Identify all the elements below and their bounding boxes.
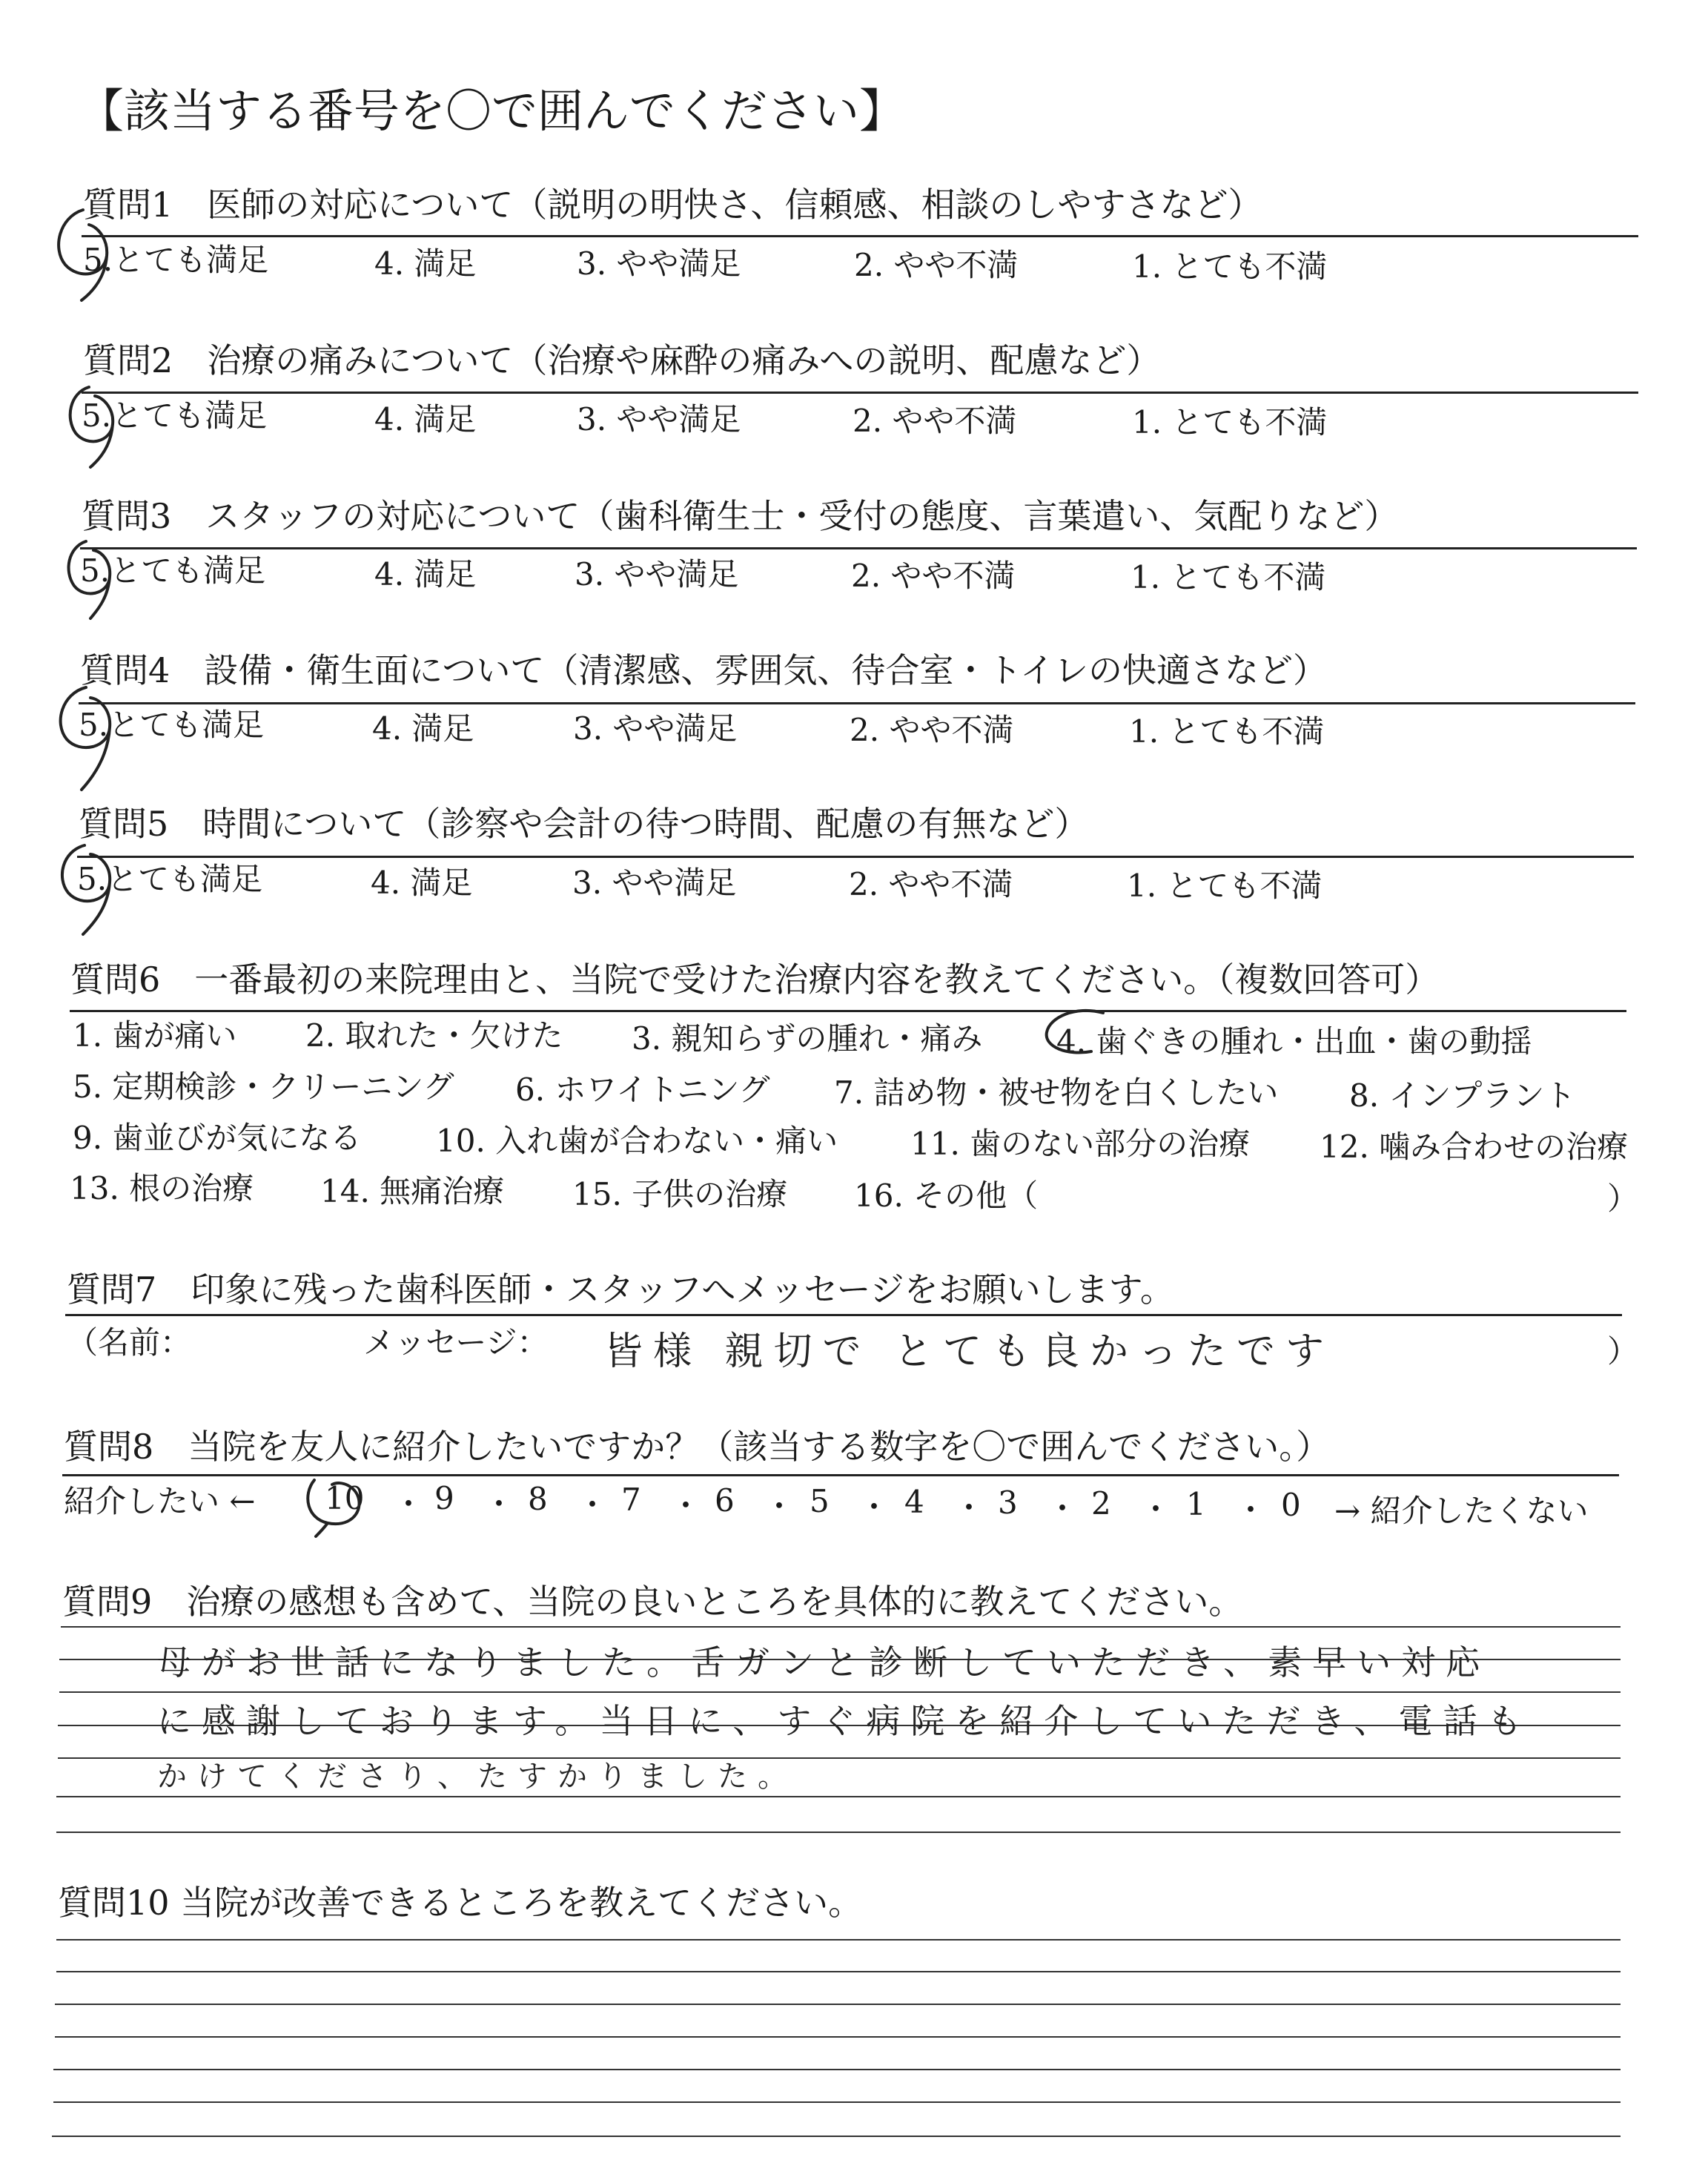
q5-option-5[interactable]: 5.とても満足: [77, 861, 263, 897]
q8-score-0[interactable]: 0: [1281, 1487, 1301, 1523]
q10-answer-line: [56, 1971, 1621, 1972]
form-title: 【該当する番号を〇で囲んでください】: [78, 84, 906, 138]
q9-handwritten-line-3[interactable]: かけてくださり、たすかりました。: [157, 1760, 798, 1794]
q7-message-label: メッセージ：: [363, 1324, 549, 1361]
q4-selection-circle: [44, 671, 141, 797]
q8-right-label: → 紹介したくない: [1334, 1493, 1589, 1529]
question-6-label: 質問6 一番最初の来院理由と、当院で受けた治療内容を教えてください。（複数回答可）: [70, 960, 1440, 1000]
q7-close-paren: ）: [1607, 1333, 1639, 1370]
q5-option-3[interactable]: 3. やや満足: [572, 865, 737, 901]
q6-option-3[interactable]: 3. 親知らずの腫れ・痛み: [632, 1020, 983, 1057]
question-7-rule: [65, 1314, 1622, 1316]
question-8-rule: [62, 1474, 1619, 1476]
q9-answer-line: [56, 1832, 1621, 1833]
question-9-label: 質問9 治療の感想も含めて、当院の良いところを具体的に教えてください。: [62, 1582, 1243, 1622]
q8-separator: ・: [670, 1487, 702, 1524]
q8-score-3[interactable]: 3: [998, 1484, 1018, 1521]
q8-separator: ・: [1140, 1491, 1172, 1527]
q6-other-close-paren: ）: [1607, 1180, 1639, 1217]
q8-score-5[interactable]: 5: [810, 1483, 830, 1519]
q10-answer-line: [55, 2036, 1621, 2038]
q2-option-3[interactable]: 3. やや満足: [577, 401, 741, 437]
q6-option-5[interactable]: 5. 定期検診・クリーニング: [73, 1069, 454, 1105]
q5-option-4[interactable]: 4. 満足: [371, 865, 473, 901]
q8-separator: ・: [393, 1486, 425, 1522]
q9-handwritten-line-2[interactable]: に感謝しております。当日に、すぐ病院を紹介していただき、電話も: [157, 1701, 1532, 1741]
q9-handwritten-line-1[interactable]: 母がお世話になりました。舌ガンと診断していただき、素早い対応: [157, 1642, 1491, 1682]
q8-separator: ・: [764, 1488, 795, 1525]
q5-selection-circle: [44, 829, 141, 948]
q4-option-2[interactable]: 2. やや不満: [850, 712, 1014, 748]
q1-option-1[interactable]: 1. とても不満: [1132, 248, 1328, 285]
question-8-label: 質問8 当院を友人に紹介したいですか？（該当する数字を〇で囲んでください。）: [64, 1427, 1331, 1467]
q8-score-8[interactable]: 8: [528, 1481, 548, 1517]
q1-option-2[interactable]: 2. やや不満: [854, 247, 1019, 283]
q6-option-9[interactable]: 9. 歯並びが気になる: [73, 1120, 362, 1156]
q2-option-2[interactable]: 2. やや不満: [853, 403, 1017, 439]
q3-option-5[interactable]: 5.とても満足: [80, 552, 266, 589]
q8-score-4[interactable]: 4: [904, 1484, 924, 1520]
q8-separator: ・: [577, 1487, 609, 1523]
question-2-rule: [82, 392, 1638, 394]
q5-option-2[interactable]: 2. やや不満: [849, 866, 1013, 902]
question-1-label: 質問1 医師の対応について（説明の明快さ、信頼感、相談のしやすさなど）: [83, 185, 1262, 225]
q8-score-7[interactable]: 7: [621, 1482, 641, 1518]
question-3-rule: [80, 547, 1637, 549]
q9-answer-line: [59, 1691, 1621, 1693]
question-2-label: 質問2 治療の痛みについて（治療や麻酔の痛みへの説明、配慮など）: [83, 340, 1161, 380]
q6-option-8[interactable]: 8. インプラント: [1349, 1077, 1576, 1114]
q6-option-2[interactable]: 2. 取れた・欠けた: [305, 1017, 563, 1054]
q2-option-5[interactable]: 5.とても満足: [82, 397, 268, 434]
q8-separator: ・: [483, 1486, 515, 1522]
q2-option-4[interactable]: 4. 満足: [374, 401, 477, 437]
question-3-label: 質問3 スタッフの対応について（歯科衛生士・受付の態度、言葉遣い、気配りなど）: [82, 496, 1399, 536]
q3-option-1[interactable]: 1. とても不満: [1131, 559, 1326, 595]
q4-option-5[interactable]: 5.とても満足: [79, 707, 265, 743]
q6-option-13[interactable]: 13. 根の治療: [70, 1170, 254, 1206]
q3-option-4[interactable]: 4. 満足: [374, 556, 477, 592]
q6-option-4-circle: [1038, 1003, 1127, 1062]
q6-option-16[interactable]: 16. その他（: [854, 1178, 1039, 1214]
q6-option-4[interactable]: 4. 歯ぐきの腫れ・出血・歯の動揺: [1056, 1023, 1532, 1060]
q8-separator: ・: [1047, 1490, 1079, 1527]
question-4-rule: [79, 702, 1635, 704]
q3-selection-circle: [50, 525, 139, 636]
q10-answer-line: [55, 2004, 1621, 2005]
q10-answer-line: [53, 2101, 1621, 2103]
q6-option-7[interactable]: 7. 詰め物・被せ物を白くしたい: [834, 1074, 1279, 1111]
q6-option-10[interactable]: 10. 入れ歯が合わない・痛い: [436, 1123, 838, 1159]
q6-option-15[interactable]: 15. 子供の治療: [572, 1176, 788, 1212]
q8-selection-circle: [297, 1465, 378, 1539]
q8-separator: ・: [1235, 1492, 1267, 1528]
q8-separator: ・: [953, 1490, 985, 1526]
q9-answer-line: [56, 1796, 1621, 1797]
q3-option-2[interactable]: 2. やや不満: [851, 558, 1016, 594]
q3-option-3[interactable]: 3. やや満足: [575, 556, 739, 592]
q4-option-4[interactable]: 4. 満足: [372, 710, 474, 747]
q2-option-1[interactable]: 1. とても不満: [1132, 404, 1328, 440]
q1-selection-circle: [44, 196, 133, 308]
q1-option-4[interactable]: 4. 満足: [374, 245, 477, 282]
q2-selection-circle: [52, 371, 141, 482]
q6-option-11[interactable]: 11. 歯のない部分の治療: [910, 1126, 1251, 1162]
question-7-label: 質問7 印象に残った歯科医師・スタッフへメッセージをお願いします。: [67, 1269, 1174, 1309]
q8-separator: ・: [858, 1489, 890, 1525]
question-4-label: 質問4 設備・衛生面について（清潔感、雰囲気、待合室・トイレの快適さなど）: [80, 650, 1328, 690]
q4-option-3[interactable]: 3. やや満足: [573, 710, 738, 747]
q10-answer-line: [53, 2069, 1621, 2070]
question-10-label: 質問10 当院が改善できるところを教えてください。: [58, 1883, 863, 1923]
q9-answer-line: [61, 1626, 1621, 1628]
q10-answer-line: [52, 2136, 1621, 2137]
question-6-rule: [70, 1010, 1626, 1012]
q6-option-6[interactable]: 6. ホワイトニング: [515, 1071, 770, 1108]
q5-option-1[interactable]: 1. とても不満: [1127, 868, 1323, 904]
q8-score-10[interactable]: 10: [325, 1480, 365, 1516]
q8-left-label: 紹介したい ←: [64, 1483, 256, 1519]
q8-score-6[interactable]: 6: [715, 1482, 735, 1519]
q1-option-5[interactable]: 5.とても満足: [83, 242, 269, 278]
q1-option-3[interactable]: 3. やや満足: [577, 245, 741, 282]
q7-name-label: （名前：: [67, 1324, 192, 1361]
q6-option-14[interactable]: 14. 無痛治療: [320, 1173, 505, 1209]
question-1-rule: [82, 235, 1638, 237]
q10-answer-line: [56, 1939, 1621, 1941]
question-5-rule: [77, 856, 1634, 858]
q8-score-9[interactable]: 9: [434, 1480, 454, 1516]
q8-score-2[interactable]: 2: [1091, 1485, 1111, 1522]
q6-option-1[interactable]: 1. 歯が痛い: [73, 1017, 237, 1054]
q4-option-1[interactable]: 1. とても不満: [1129, 713, 1325, 750]
question-5-label: 質問5 時間について（診察や会計の待つ時間、配慮の有無など）: [79, 804, 1089, 844]
q6-option-12[interactable]: 12. 噛み合わせの治療: [1320, 1129, 1629, 1165]
q7-message-handwritten[interactable]: 皆様 親切で とても良かったです: [604, 1330, 1335, 1374]
q8-score-1[interactable]: 1: [1186, 1486, 1206, 1522]
